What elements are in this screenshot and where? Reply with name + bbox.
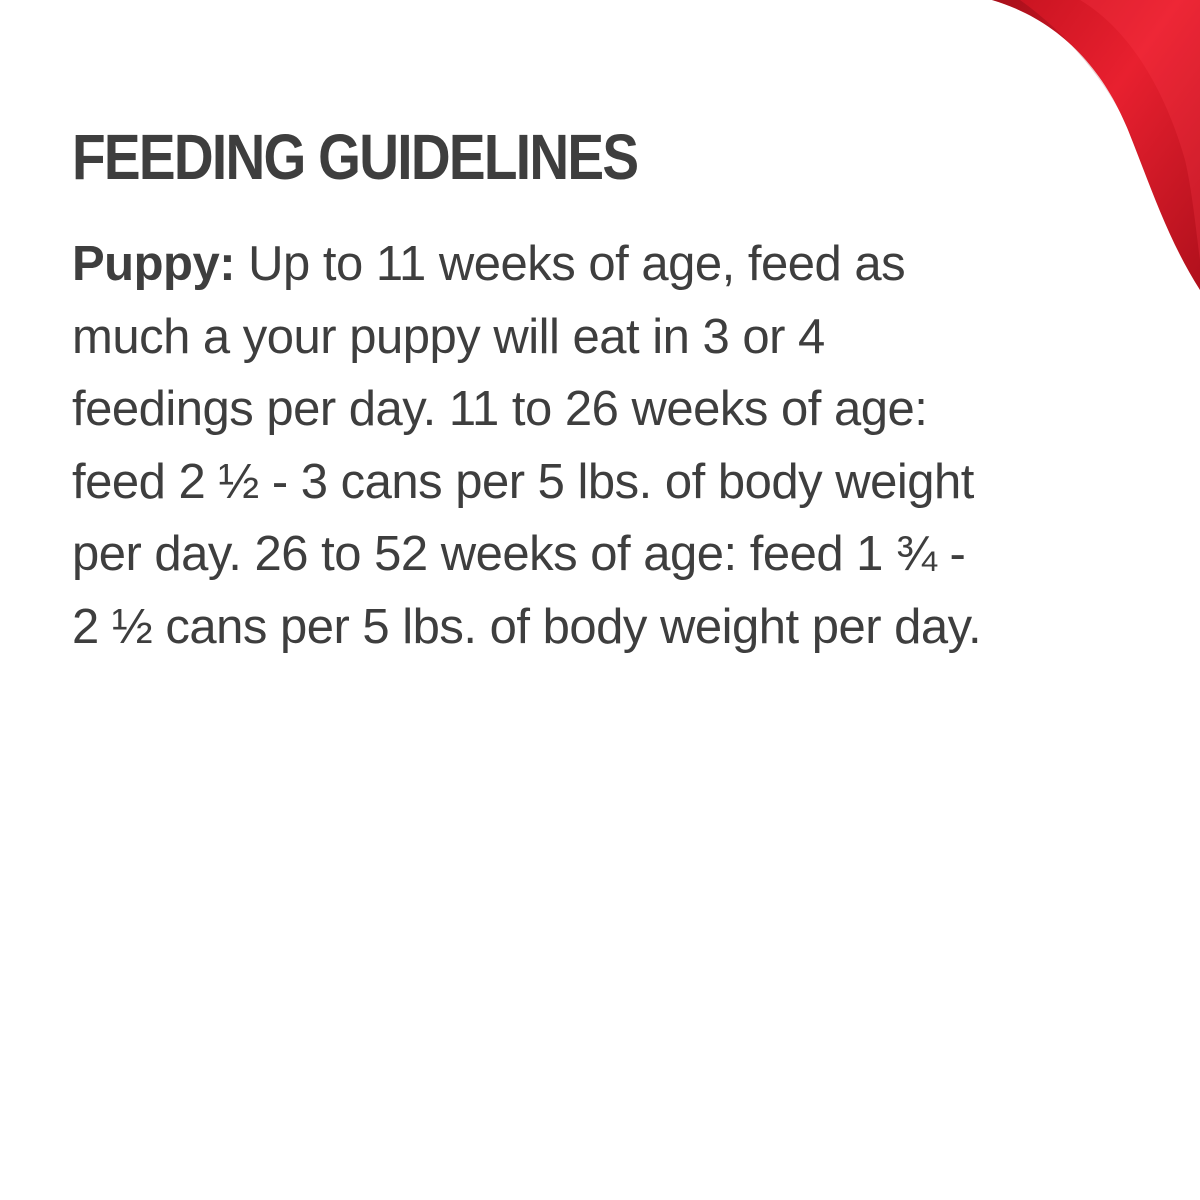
instruction-line bbox=[72, 228, 1152, 301]
feeding-instructions bbox=[72, 228, 1152, 664]
instruction-line: much a your puppy will eat in 3 or 4 bbox=[72, 309, 825, 364]
instruction-line: feed 2 ½ - 3 cans per 5 lbs. of body weight bbox=[72, 454, 974, 509]
instruction-line: 2 ½ cans per 5 lbs. of body weight per day. bbox=[72, 599, 982, 654]
instruction-text: Up to 11 weeks of age, feed as bbox=[235, 237, 906, 291]
feeding-guidelines-section bbox=[72, 110, 1152, 664]
instruction-line: per day. 26 to 52 weeks of age: feed 1 ¾ - bbox=[72, 527, 966, 582]
instruction-line: feedings per day. 11 to 26 weeks of age: bbox=[72, 382, 928, 437]
puppy-label: Puppy: bbox=[72, 237, 236, 291]
page-title: FEEDING GUIDELINES bbox=[72, 121, 638, 193]
